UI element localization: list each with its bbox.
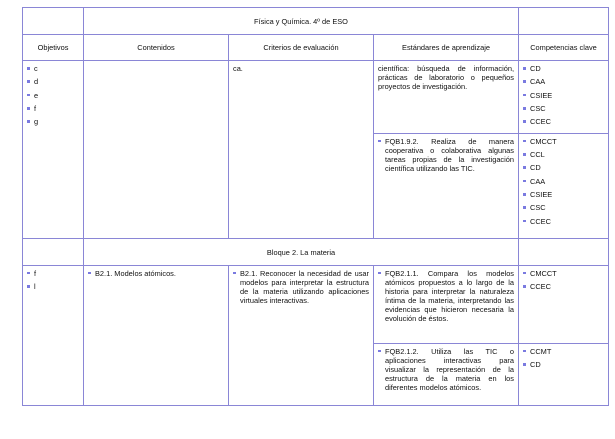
list-item: CCEC: [523, 117, 604, 126]
list-item: CSIEE: [523, 190, 604, 199]
contenido-text: B2.1. Modelos atómicos.: [88, 269, 224, 278]
list-item: CAA: [523, 77, 604, 86]
competencias-list: [523, 269, 604, 291]
estandar-cell: [374, 265, 519, 343]
empty-cell: [23, 238, 84, 265]
bloque-row: [23, 238, 609, 265]
list-item: CD: [523, 163, 604, 172]
estandar-cell: [374, 133, 519, 238]
title-row: [23, 8, 609, 35]
list-item: CD: [523, 64, 604, 73]
objetivos-cell: [23, 61, 84, 239]
list-item: CSC: [523, 203, 604, 212]
criterio-text: ca.: [233, 64, 243, 73]
list-item: c: [27, 64, 79, 73]
competencias-cell: [519, 265, 609, 343]
competencias-list: [523, 347, 604, 369]
competencias-list: [523, 137, 604, 226]
competencias-cell: [519, 61, 609, 134]
list-item: CMCCT: [523, 137, 604, 146]
list-item: CMCCT: [523, 269, 604, 278]
list-item: e: [27, 91, 79, 100]
header-criterios: Criterios de evaluación: [229, 35, 374, 61]
table-row: [23, 265, 609, 343]
contenidos-cell: [84, 61, 229, 239]
contenidos-cell: [84, 265, 229, 405]
estandar-cell: [374, 61, 519, 134]
list-item: CD: [523, 360, 604, 369]
estandar-cell: [374, 343, 519, 405]
header-estandares: Estándares de aprendizaje: [374, 35, 519, 61]
table-row: [23, 61, 609, 134]
empty-cell: [519, 238, 609, 265]
empty-cell: [23, 8, 84, 35]
list-item: CSC: [523, 104, 604, 113]
competencias-list: [523, 64, 604, 126]
list-item: CSIEE: [523, 91, 604, 100]
list-item: l: [27, 282, 79, 291]
list-item: f: [27, 269, 79, 278]
list-item: CCL: [523, 150, 604, 159]
header-row: [23, 35, 609, 61]
list-item: CCEC: [523, 217, 604, 226]
header-competencias: Competencias clave: [519, 35, 609, 61]
list-item: CCEC: [523, 282, 604, 291]
criterios-cell: [229, 61, 374, 239]
objetivos-list: [27, 64, 79, 126]
header-objetivos: Objetivos: [23, 35, 84, 61]
empty-cell: [519, 8, 609, 35]
criterio-text: B2.1. Reconocer la necesidad de usar modelos para interpretar la estructura de la materia utilizando aplicaciones virtuales interactivas.: [233, 269, 369, 305]
bloque-title: Bloque 2. La materia: [84, 238, 519, 265]
curriculum-table: [22, 7, 609, 406]
estandar-text: FQB1.9.2. Realiza de manera cooperativa o colaborativa algunas tareas propias de la investigación científica utilizando las TIC.: [378, 137, 514, 173]
table-title: Física y Química. 4º de ESO: [84, 8, 519, 35]
list-item: f: [27, 104, 79, 113]
list-item: d: [27, 77, 79, 86]
estandar-text: científica: búsqueda de información, prácticas de laboratorio o pequeños proyectos de investigación.: [378, 64, 514, 92]
list-item: CCMT: [523, 347, 604, 356]
list-item: CAA: [523, 177, 604, 186]
list-item: g: [27, 117, 79, 126]
objetivos-cell: [23, 265, 84, 405]
estandar-text: FQB2.1.2. Utiliza las TIC o aplicaciones interactivas para visualizar la representación de la estructura de la materia en los diferentes modelos atómicos.: [378, 347, 514, 392]
criterios-cell: [229, 265, 374, 405]
estandar-text: FQB2.1.1. Compara los modelos atómicos propuestos a lo largo de la historia para interpretar la naturaleza íntima de la materia, interpretando las evidencias que hicieron necesaria la evolución de éstos.: [378, 269, 514, 323]
header-contenidos: Contenidos: [84, 35, 229, 61]
objetivos-list: [27, 269, 79, 291]
competencias-cell: [519, 343, 609, 405]
competencias-cell: [519, 133, 609, 238]
